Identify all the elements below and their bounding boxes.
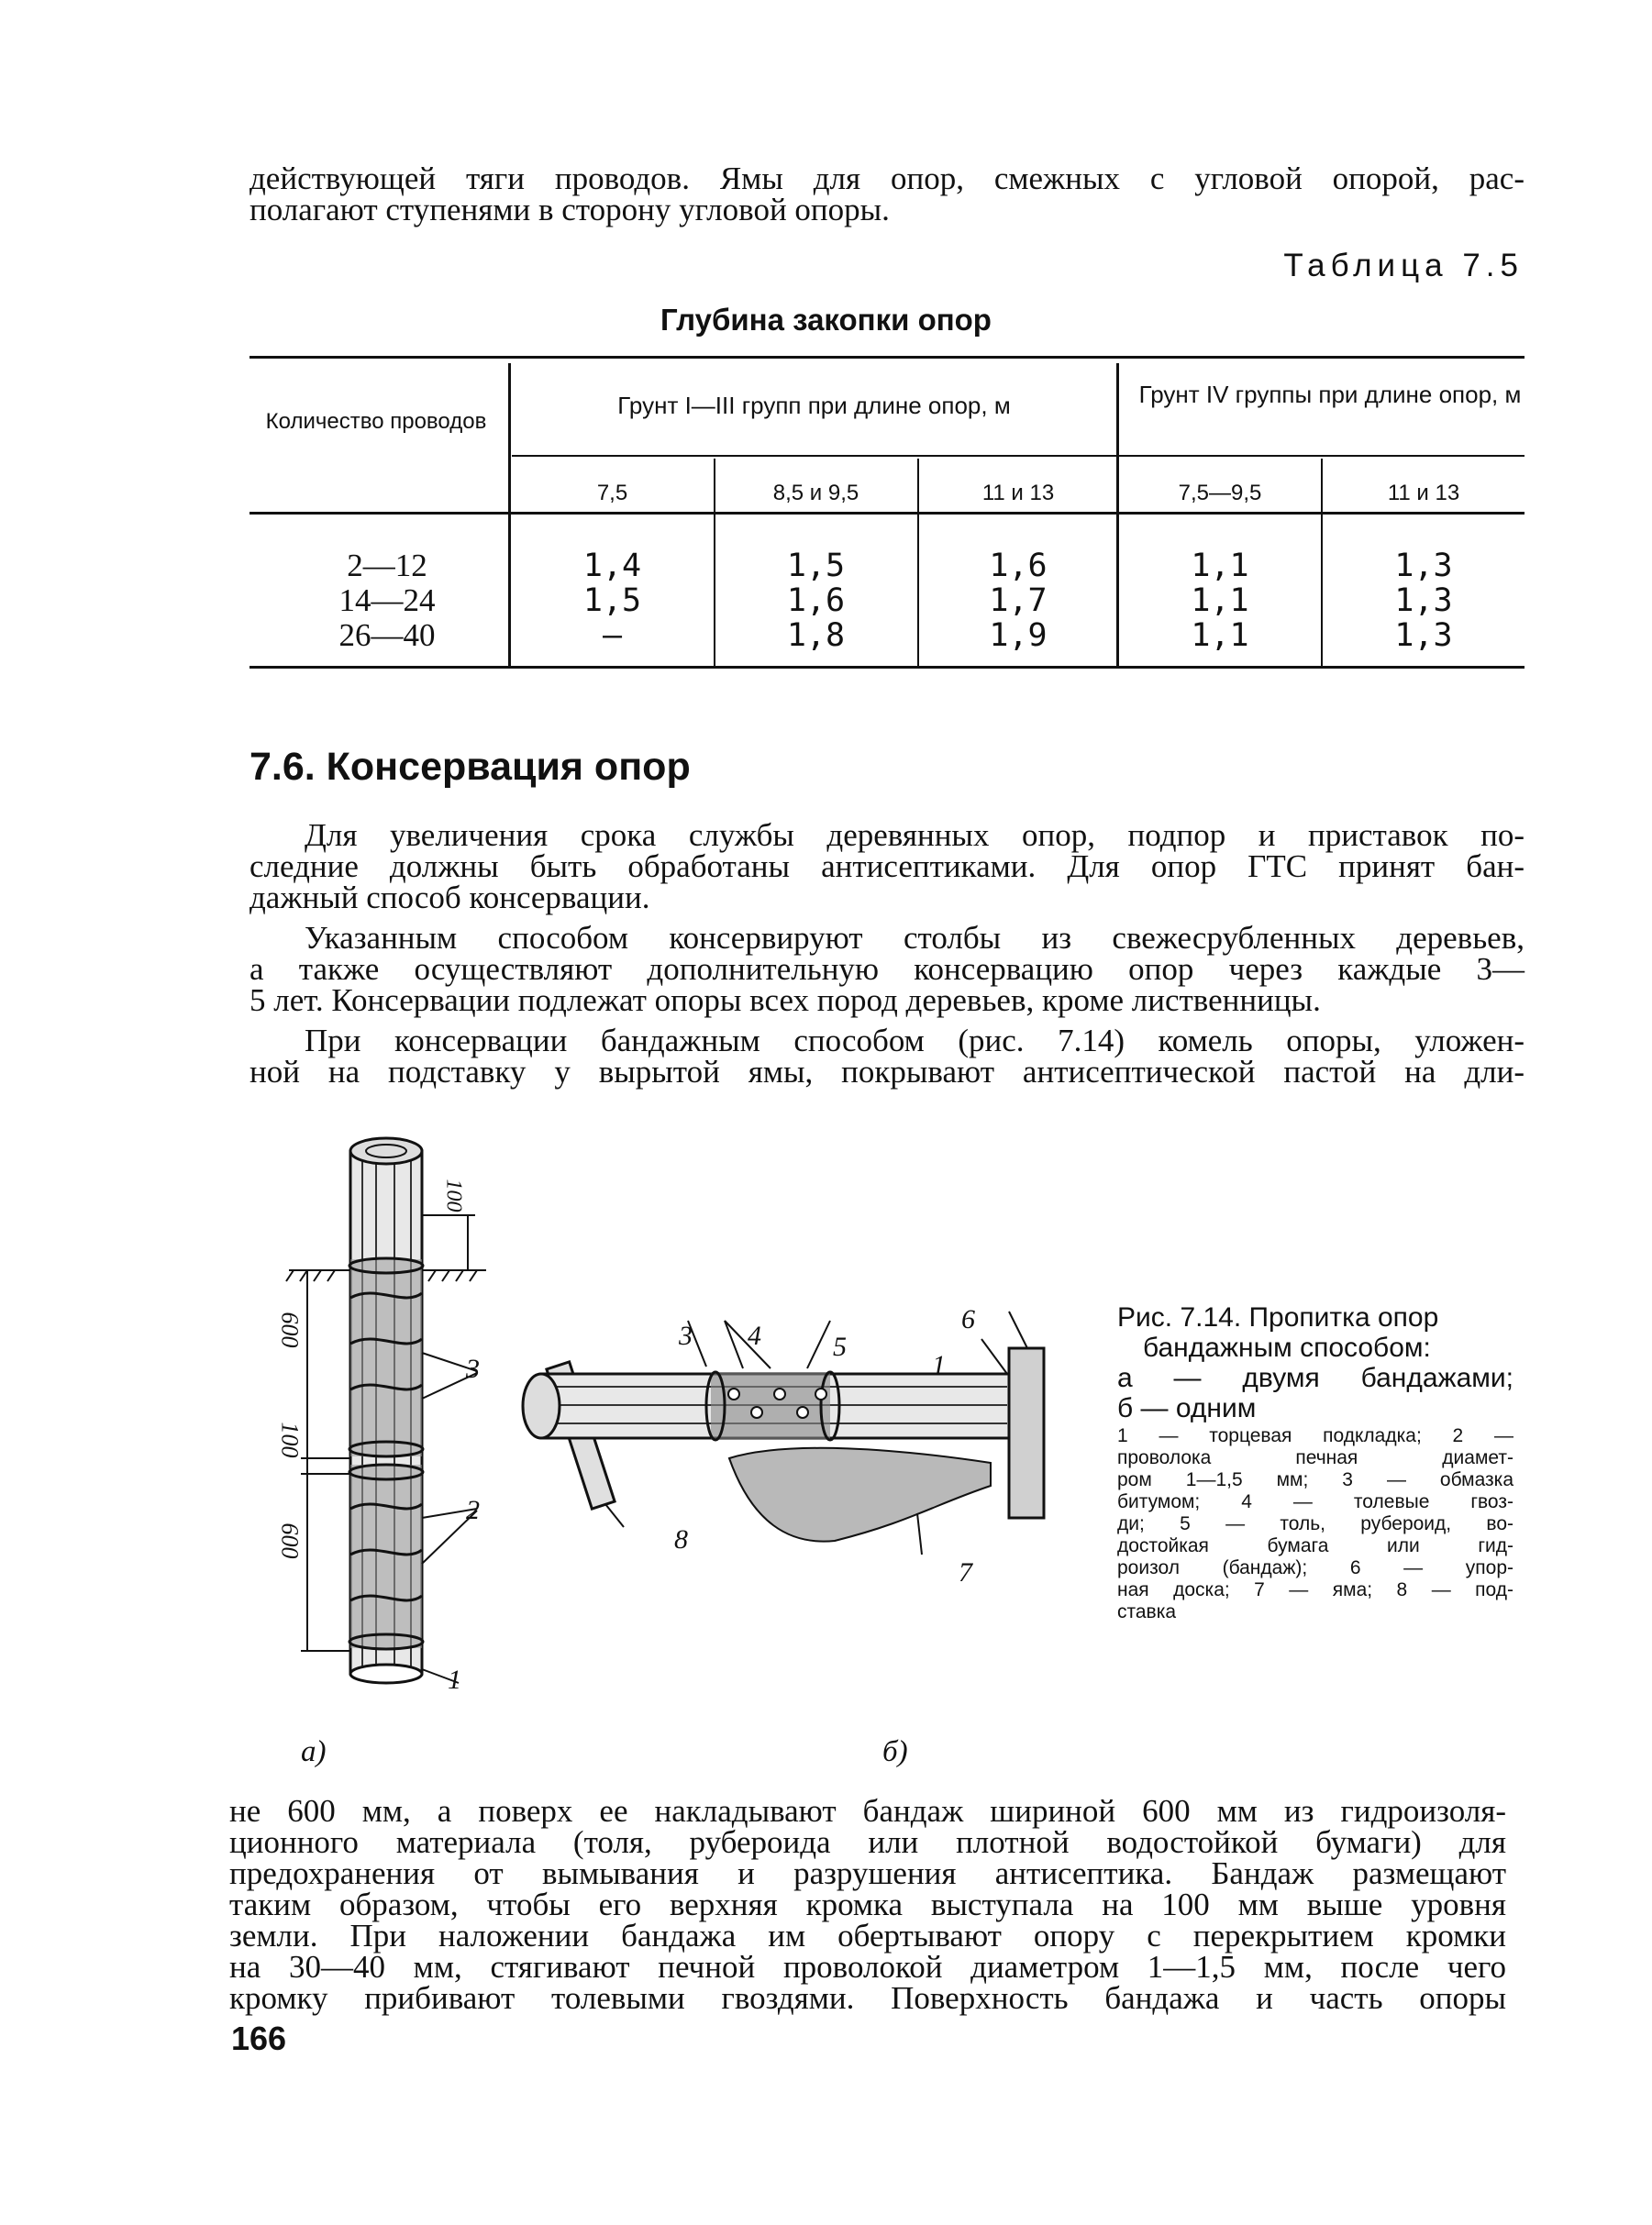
callout-label: 4 — [748, 1321, 761, 1351]
caption-title-line: бандажным способом: — [1143, 1333, 1431, 1363]
bandage-lower — [350, 1465, 422, 1648]
callout-label: 3 — [679, 1321, 693, 1351]
dim-100-middle: 100 — [276, 1422, 304, 1458]
callout-label: 6 — [961, 1304, 975, 1334]
text-line: земли. При наложении бандажа им обертывают опору с перекрытием кромки — [229, 1918, 1506, 1954]
figure-b-pole-drawing — [514, 1302, 1082, 1577]
header-soil-group-2: Грунт IV группы при длине опор, м — [1138, 381, 1522, 408]
callout-label: 5 — [833, 1332, 847, 1362]
cell: 1,4 — [582, 548, 642, 584]
subfigure-label-a: а) — [301, 1735, 327, 1768]
cell: 1,3 — [1394, 582, 1453, 619]
caption-item-a: а — двумя бандажами; — [1117, 1363, 1513, 1393]
support-board — [1009, 1348, 1044, 1518]
callout-label: 2 — [466, 1495, 480, 1525]
bandage — [711, 1372, 830, 1440]
legend-line: битумом; 4 — толевые гвоз- — [1117, 1491, 1513, 1512]
cell: 1,3 — [1394, 548, 1453, 584]
paragraph-2 — [249, 920, 1524, 1018]
cell: 1,9 — [989, 617, 1048, 654]
cell-wires: 2—12 — [347, 548, 427, 583]
legend-line: достойкая бумага или гид- — [1117, 1535, 1513, 1556]
legend-line: проволока печная диамет- — [1117, 1447, 1513, 1468]
subheader: 11 и 13 — [1387, 481, 1460, 505]
table-row — [249, 548, 1524, 585]
table-row — [249, 583, 1524, 620]
table-top-rule — [249, 356, 1524, 359]
text-line: дажный способ консервации. — [249, 880, 650, 915]
subheader: 11 и 13 — [981, 481, 1055, 505]
text-line: следние должны быть обработаны антисептиками. Для опор ГТС принят бан- — [249, 848, 1524, 884]
legend-line: ная доска; 7 — яма; 8 — под- — [1117, 1579, 1513, 1600]
text-line: предохранения от вымывания и разрушения антисептика. Бандаж размещают — [229, 1855, 1506, 1891]
pole-top — [350, 1138, 422, 1164]
bandage-upper — [350, 1259, 422, 1456]
text-line: действующей тяги проводов. Ямы для опор, смежных с угловой опорой, рас- — [249, 161, 1524, 196]
caption-title-line: Рис. 7.14. Пропитка опор — [1117, 1302, 1439, 1333]
text-line: 5 лет. Консервации подлежат опоры всех пород деревьев, кроме лиственницы. — [249, 982, 1321, 1018]
text-line: на 30—40 мм, стягивают печной проволокой диаметром 1—1,5 мм, после чего — [229, 1949, 1506, 1985]
table-bottom-rule — [249, 666, 1524, 669]
text-line: а также осуществляют дополнительную консервацию опор через каждые 3— — [249, 951, 1524, 987]
intro-paragraph — [249, 163, 1524, 226]
cell: 1,7 — [989, 582, 1048, 619]
table-title: Глубина закопки опор — [660, 303, 992, 337]
paragraph-3 — [249, 1025, 1524, 1088]
callout-label: 8 — [674, 1524, 688, 1555]
text-line: кромку прибивают толевыми гвоздями. Поверхность бандажа и часть опоры — [229, 1980, 1506, 2016]
legend-line: ставка — [1117, 1601, 1177, 1622]
text-line: При консервации бандажным способом (рис. 7.14) комель опоры, уложен- — [305, 1023, 1524, 1058]
text-line: Для увеличения срока службы деревянных опор, подпор и приставок по- — [305, 817, 1524, 853]
table-group-rule — [512, 455, 1524, 457]
dim-600-lower: 600 — [276, 1522, 304, 1559]
cell: 1,6 — [989, 548, 1048, 584]
table-number: Таблица 7.5 — [1283, 248, 1524, 283]
header-wire-count: Количество проводов — [265, 409, 487, 434]
cell: 1,8 — [786, 617, 846, 654]
text-line: полагают ступенями в сторону угловой опоры. — [249, 192, 890, 227]
cell: 1,6 — [786, 582, 846, 619]
pit — [729, 1448, 991, 1542]
paragraph-4 — [229, 1793, 1506, 2016]
cell: 1,1 — [1191, 548, 1249, 584]
callout-label: 1 — [932, 1350, 946, 1380]
header-soil-group-1: Грунт I—III групп при длине опор, м — [617, 392, 1011, 419]
subheader: 7,5 — [596, 481, 628, 505]
figure-caption — [1117, 1302, 1513, 1623]
text-line: таким образом, чтобы его верхняя кромка выступала на 100 мм выше уровня — [229, 1887, 1506, 1922]
dim-600-upper: 600 — [276, 1312, 304, 1348]
text-line: ционного материала (толя, рубероида или плотной водостойкой бумаги) для — [229, 1824, 1506, 1860]
callout-label: 7 — [959, 1557, 972, 1588]
legend-line: ром 1—1,5 мм; 3 — обмазка — [1117, 1469, 1513, 1490]
caption-legend — [1117, 1425, 1513, 1623]
caption-item-b: б — одним — [1117, 1393, 1257, 1423]
callout-label: 3 — [466, 1354, 480, 1384]
paragraph-1 — [249, 817, 1524, 915]
cell: 1,1 — [1191, 582, 1249, 619]
subheader: 8,5 и 9,5 — [772, 481, 859, 505]
callout-label: 1 — [448, 1665, 461, 1695]
dim-100-top: 100 — [441, 1179, 466, 1212]
cell-wires: 26—40 — [338, 617, 436, 653]
text-line: Указанным способом консервируют столбы из свежесрубленных деревьев, — [305, 920, 1524, 956]
cell: 1,5 — [786, 548, 846, 584]
page-number: 166 — [231, 2020, 287, 2057]
text-line: не 600 мм, а поверх ее накладывают бандаж шириной 600 мм из гидроизоля- — [229, 1793, 1506, 1829]
cell: — — [602, 617, 623, 654]
section-heading: 7.6. Консервация опор — [249, 745, 691, 789]
legend-line: ди; 5 — толь, рубероид, во- — [1117, 1513, 1513, 1534]
subheader: 7,5—9,5 — [1178, 481, 1262, 505]
figure-a-pole-drawing — [266, 1124, 541, 1710]
text-line: ной на подставку у вырытой ямы, покрывают антисептической пастой на дли- — [249, 1054, 1524, 1090]
cell-wires: 14—24 — [338, 582, 436, 618]
cell: 1,1 — [1191, 617, 1249, 654]
cell: 1,3 — [1394, 617, 1453, 654]
legend-line: роизол (бандаж); 6 — упор- — [1117, 1557, 1513, 1578]
cell: 1,5 — [582, 582, 642, 619]
table-header-rule — [249, 512, 1524, 515]
legend-line: 1 — торцевая подкладка; 2 — — [1117, 1425, 1513, 1446]
table-row — [249, 618, 1524, 655]
subfigure-label-b: б) — [882, 1735, 908, 1768]
